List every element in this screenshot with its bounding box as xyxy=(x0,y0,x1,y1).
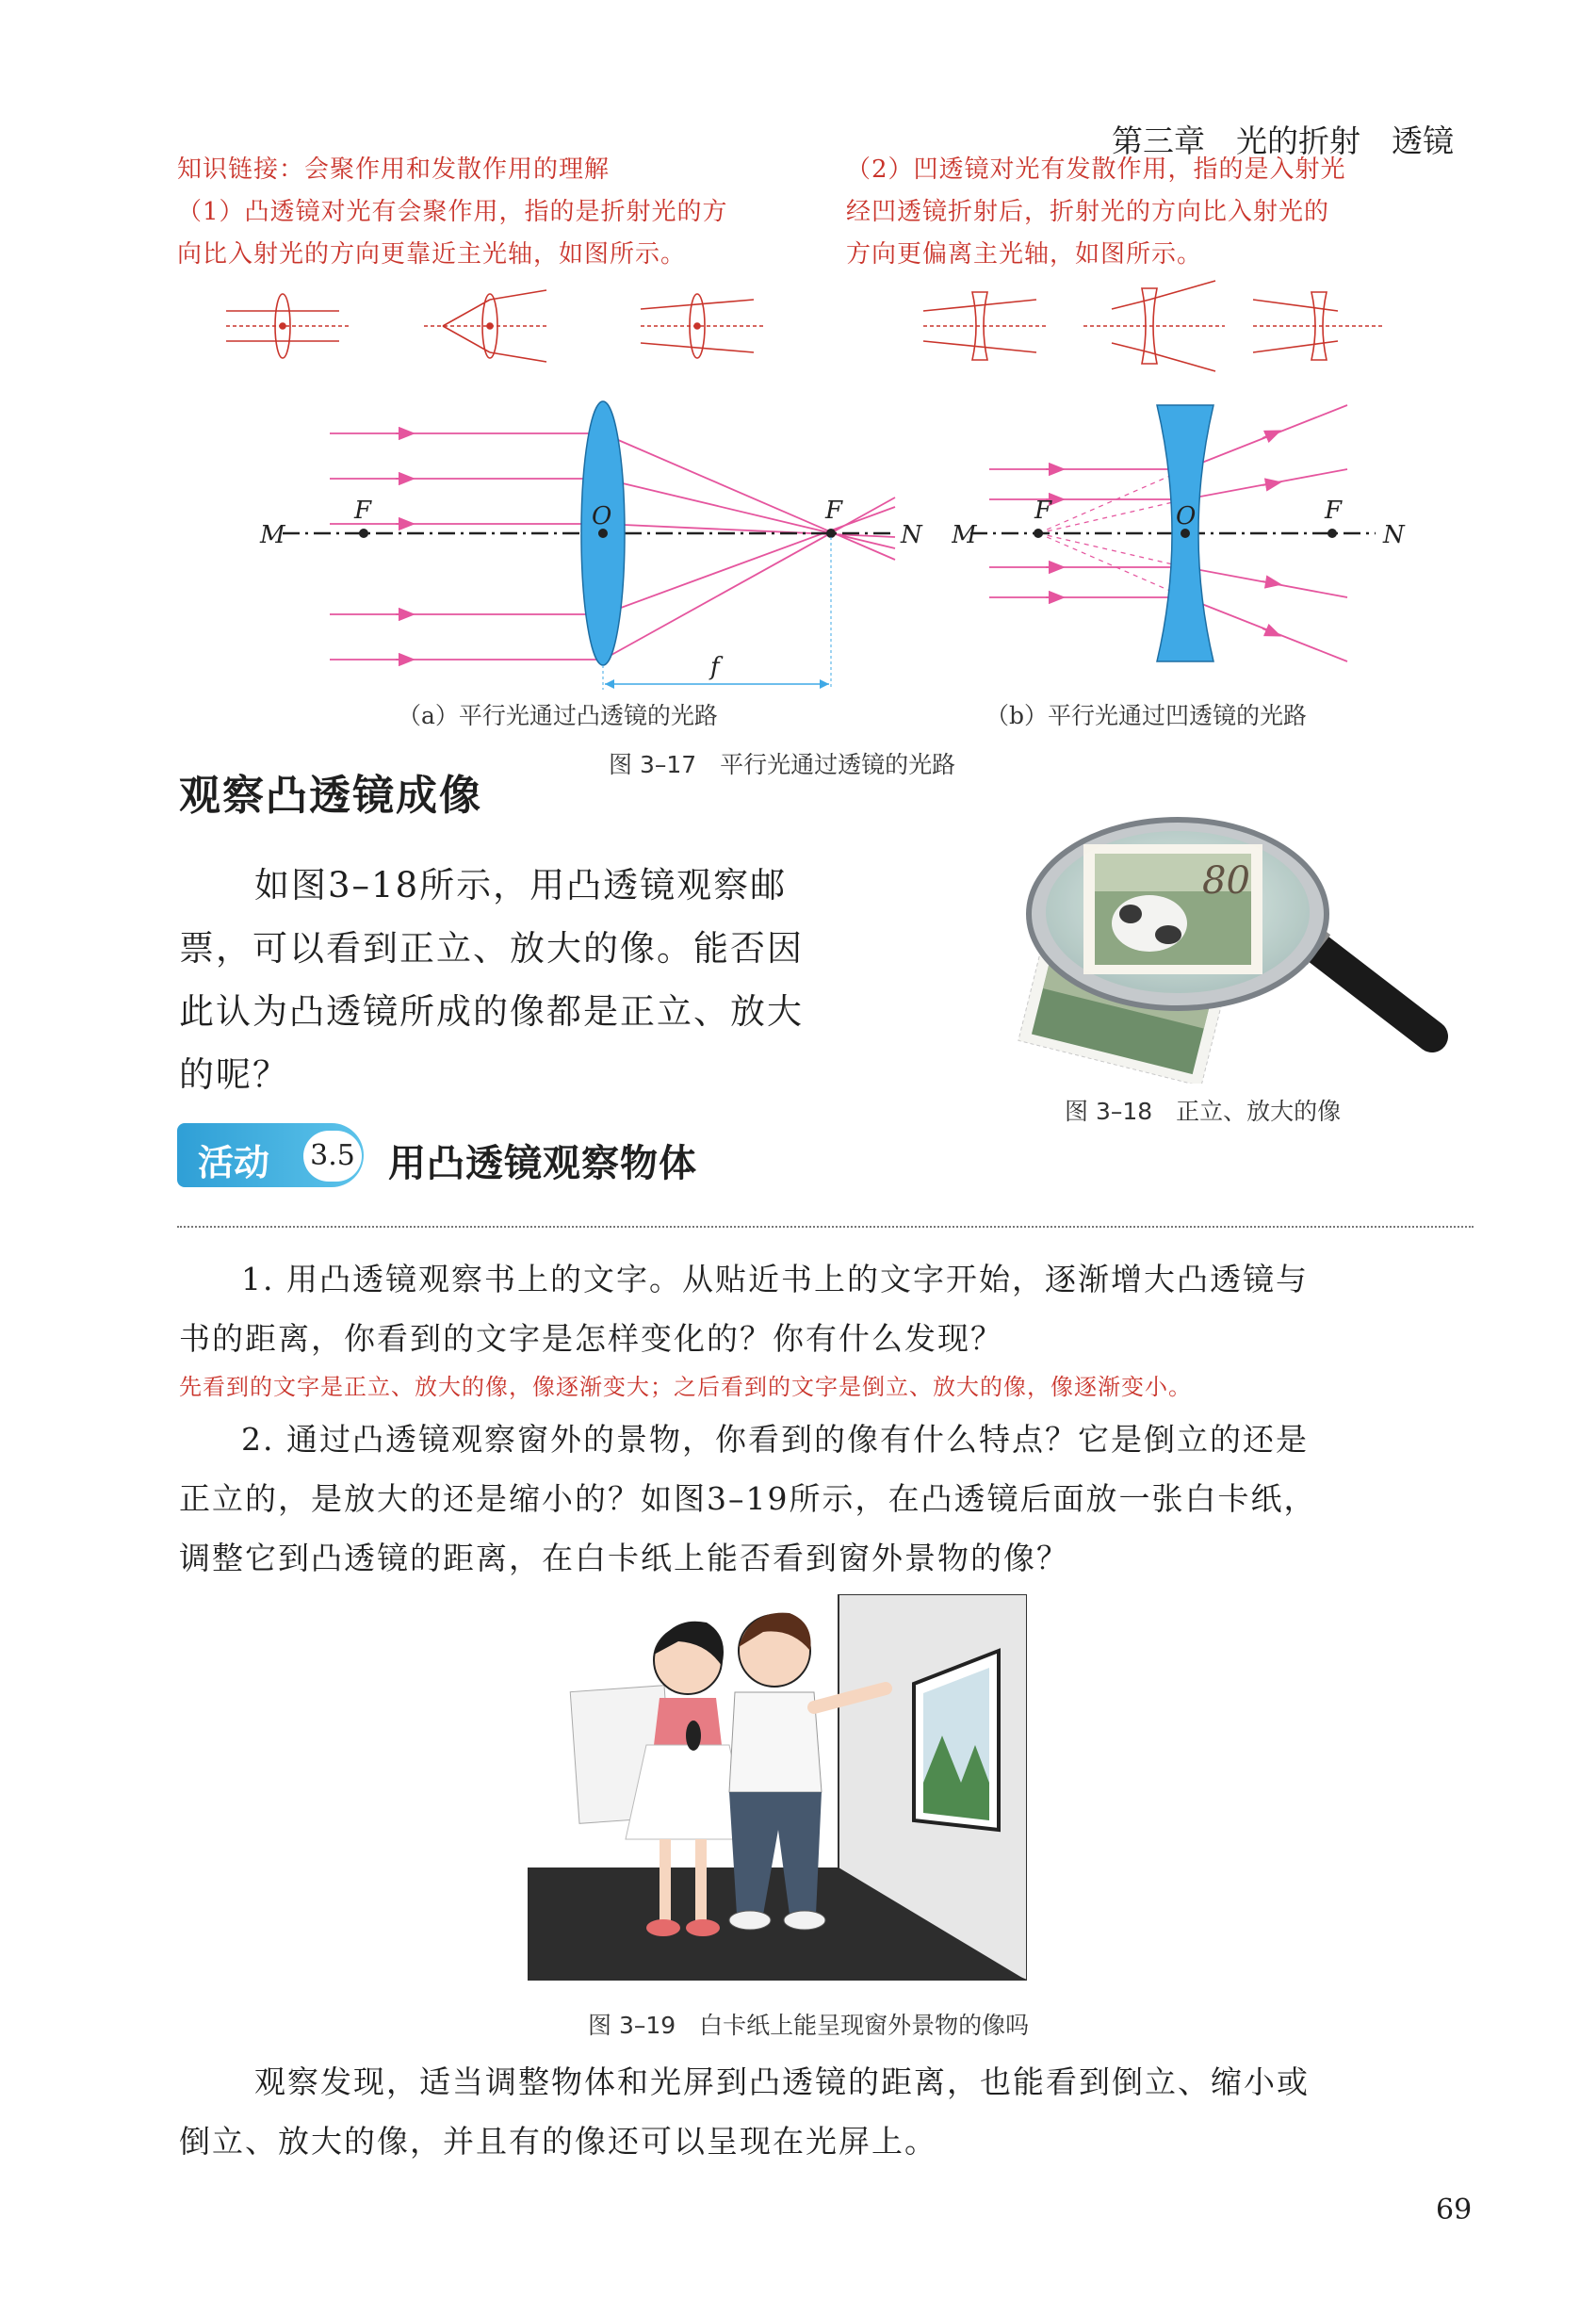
activity-line: 2. 通过凸透镜观察窗外的景物，你看到的像有什么特点？它是倒立的还是 xyxy=(241,1421,1309,1458)
note-line: （1）凸透镜对光有会聚作用，指的是折射光的方 xyxy=(177,198,728,226)
note-line: 经凹透镜折射后，折射光的方向比入射光的 xyxy=(846,198,1330,226)
figure-caption-3-18: 图 3–18 正立、放大的像 xyxy=(1065,1098,1342,1125)
label-F-right: F xyxy=(825,497,843,525)
concave-lens-diagram xyxy=(952,396,1423,678)
label-M: M xyxy=(260,521,285,549)
page-number: 69 xyxy=(1436,2194,1473,2226)
knowledge-link-left xyxy=(177,149,728,276)
focal-point-left xyxy=(1034,529,1043,538)
figure-caption-3-17: 图 3–17 平行光通过透镜的光路 xyxy=(609,751,956,778)
convex-sketch-3 xyxy=(641,294,763,358)
concave-sketch-3 xyxy=(1253,292,1385,360)
annotation-sketches xyxy=(207,271,1404,384)
convex-sketch-2 xyxy=(424,290,546,362)
children-window-illustration xyxy=(528,1594,1027,1981)
note-line: 方向更偏离主光轴，如图所示。 xyxy=(846,240,1203,269)
label-F-right: F xyxy=(1325,497,1343,525)
chapter-header: 第三章 光的折射 透镜 xyxy=(1112,122,1454,159)
note-line: 知识链接：会聚作用和发散作用的理解 xyxy=(177,155,611,184)
activity-label: 活动 xyxy=(198,1142,270,1183)
label-O: O xyxy=(1176,502,1197,530)
activity-line: 正立的，是放大的还是缩小的？如图3–19所示，在凸透镜后面放一张白卡纸， xyxy=(179,1480,1317,1517)
caption-3-17a: （a）平行光通过凸透镜的光路 xyxy=(398,702,718,729)
paragraph-line: 票，可以看到正立、放大的像。能否因 xyxy=(179,928,804,969)
handwritten-answer: 先看到的文字是正立、放大的像，像逐渐变大；之后看到的文字是倒立、放大的像，像逐渐变小。 xyxy=(179,1374,1192,1400)
activity-item-2 xyxy=(179,1410,1479,1588)
paragraph-line: 此认为凸透镜所成的像都是正立、放大 xyxy=(179,991,804,1032)
concave-sketch-2 xyxy=(1083,281,1225,371)
label-M: M xyxy=(952,521,977,549)
focal-point-left xyxy=(359,529,368,538)
conclusion-paragraph xyxy=(179,2052,1479,2171)
focal-point-right xyxy=(1327,529,1337,538)
conclusion-line: 观察发现，适当调整物体和光屏到凸透镜的距离，也能看到倒立、缩小或 xyxy=(254,2063,1310,2100)
window xyxy=(914,1651,999,1830)
activity-line: 1. 用凸透镜观察书上的文字。从贴近书上的文字开始，逐渐增大凸透镜与 xyxy=(241,1261,1309,1297)
focal-point-right xyxy=(826,529,836,538)
stamp-value: 80 xyxy=(1202,859,1250,903)
note-line: （2）凹透镜对光有发散作用，指的是入射光 xyxy=(846,155,1346,184)
convex-lens-diagram xyxy=(254,396,933,707)
activity-line: 书的距离，你看到的文字是怎样变化的？你有什么发现？ xyxy=(179,1320,1003,1357)
activity-item-1 xyxy=(179,1249,1479,1368)
conclusion-line: 倒立、放大的像，并且有的像还可以呈现在光屏上。 xyxy=(179,2123,937,2160)
note-line: 向比入射光的方向更靠近主光轴，如图所示。 xyxy=(177,240,687,269)
knowledge-link-right xyxy=(846,149,1346,276)
section-title: 观察凸透镜成像 xyxy=(179,772,482,820)
concave-sketch-1 xyxy=(923,292,1046,360)
paragraph-line: 的呢？ xyxy=(179,1054,289,1095)
figure-caption-3-19: 图 3–19 白卡纸上能呈现窗外景物的像吗 xyxy=(588,2012,1030,2039)
convex-sketch-1 xyxy=(226,294,349,358)
label-O: O xyxy=(592,502,612,530)
label-f: f xyxy=(710,653,720,681)
activity-number-badge: 3.5 xyxy=(303,1131,362,1182)
magnifier-stamp-illustration xyxy=(989,810,1460,1084)
label-N: N xyxy=(901,521,922,549)
caption-3-17b: （b）平行光通过凹透镜的光路 xyxy=(985,702,1308,729)
label-F-left: F xyxy=(354,497,372,525)
activity-line: 调整它到凸透镜的距离，在白卡纸上能否看到窗外景物的像？ xyxy=(179,1540,1069,1576)
activity-divider xyxy=(177,1226,1474,1228)
activity-title: 用凸透镜观察物体 xyxy=(388,1142,697,1185)
label-F-left: F xyxy=(1034,497,1052,525)
section-paragraph xyxy=(179,854,857,1106)
label-N: N xyxy=(1383,521,1405,549)
paragraph-line: 如图3–18所示，用凸透镜观察邮 xyxy=(254,865,788,905)
